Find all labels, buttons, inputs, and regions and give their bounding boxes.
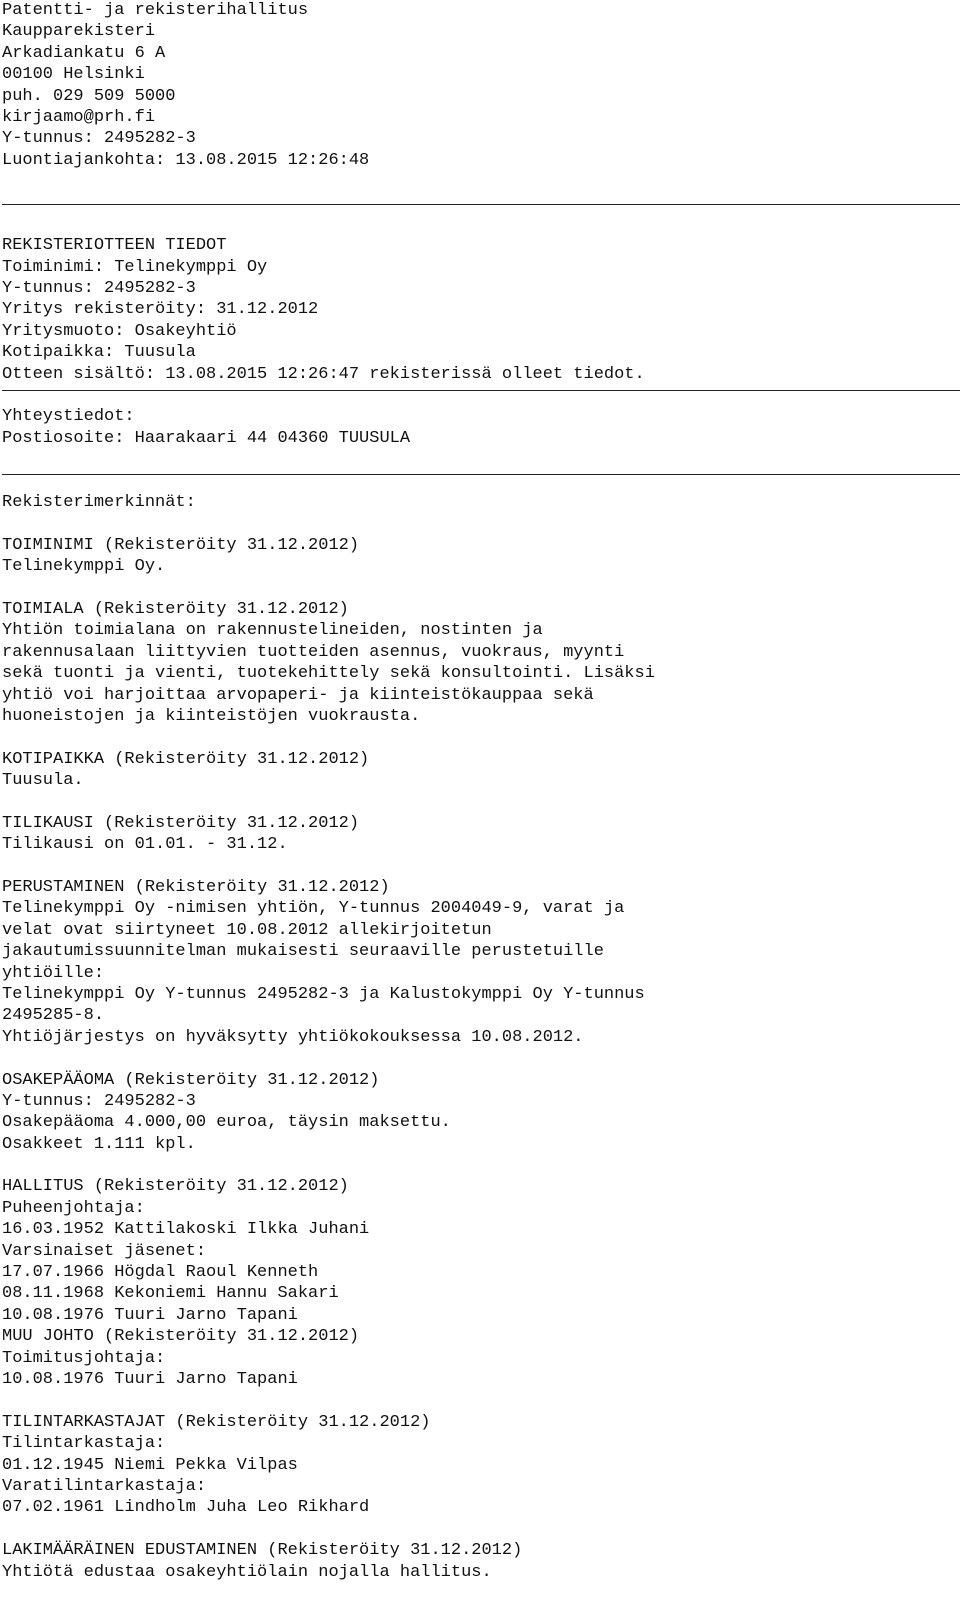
spacer (2, 385, 958, 406)
spacer (2, 791, 958, 812)
entry-title: PERUSTAMINEN (Rekisteröity 31.12.2012) (2, 878, 390, 898)
street-address: Arkadiankatu 6 A (2, 43, 166, 63)
entry-line: 07.02.1961 Lindholm Juha Leo Rikhard (2, 1498, 370, 1518)
entry-title: TOIMINIMI (Rekisteröity 31.12.2012) (2, 535, 360, 555)
section-heading: REKISTERIOTTEEN TIEDOT (2, 236, 227, 256)
entry-kotipaikka (2, 749, 958, 792)
spacer (2, 1519, 958, 1540)
summary-line: Yritys rekisteröity: 31.12.2012 (2, 300, 319, 320)
entry-title: TOIMIALA (Rekisteröity 31.12.2012) (2, 599, 349, 619)
entry-edustaminen (2, 1540, 958, 1583)
entry-tilintarkastajat (2, 1412, 958, 1519)
summary-line: Yritysmuoto: Osakeyhtiö (2, 321, 237, 341)
phone: puh. 029 509 5000 (2, 86, 176, 106)
contact-block (2, 406, 958, 449)
entry-line: jakautumissuunnitelman mukaisesti seuraaville perustetuille (2, 942, 604, 962)
spacer (2, 513, 958, 534)
entry-toimiala (2, 599, 958, 727)
register-entries (2, 492, 958, 1583)
entry-line: Puheenjohtaja: (2, 1198, 145, 1218)
header-block (2, 0, 958, 171)
summary-line: Toiminimi: Telinekymppi Oy (2, 257, 268, 277)
divider-line (2, 390, 960, 391)
entry-line: Tilikausi on 01.01. - 31.12. (2, 835, 288, 855)
entry-title: OSAKEPÄÄOMA (Rekisteröity 31.12.2012) (2, 1070, 380, 1090)
divider-line (2, 474, 960, 475)
entry-line: Varsinaiset jäsenet: (2, 1241, 207, 1261)
entry-title: KOTIPAIKKA (Rekisteröity 31.12.2012) (2, 749, 370, 769)
entry-line: 10.08.1976 Tuuri Jarno Tapani (2, 1305, 298, 1325)
entry-line: Telinekymppi Oy. (2, 557, 166, 577)
summary-line: Otteen sisältö: 13.08.2015 12:26:47 rekisterissä olleet tiedot. (2, 364, 645, 384)
entry-line: Tuusula. (2, 771, 84, 791)
entry-line: 17.07.1966 Högdal Raoul Kenneth (2, 1263, 319, 1283)
entry-line: Osakepääoma 4.000,00 euroa, täysin maksettu. (2, 1113, 451, 1133)
entry-line: rakennusalaan liittyvien tuotteiden asennus, vuokraus, myynti (2, 642, 625, 662)
entry-line: Tilintarkastaja: (2, 1434, 166, 1454)
entry-perustaminen (2, 877, 958, 1048)
summary-line: Kotipaikka: Tuusula (2, 343, 196, 363)
entry-line: sekä tuonti ja vienti, tuotekehittely sekä konsultointi. Lisäksi (2, 664, 655, 684)
entry-title: TILIKAUSI (Rekisteröity 31.12.2012) (2, 813, 360, 833)
entry-toiminimi (2, 535, 958, 578)
entry-line: Varatilintarkastaja: (2, 1476, 207, 1496)
entry-line: 16.03.1952 Kattilakoski Ilkka Juhani (2, 1220, 370, 1240)
entry-line: 08.11.1968 Kekoniemi Hannu Sakari (2, 1284, 339, 1304)
entry-title: HALLITUS (Rekisteröity 31.12.2012) (2, 1177, 349, 1197)
entry-line: huoneistojen ja kiinteistöjen vuokrausta. (2, 706, 421, 726)
spacer (2, 856, 958, 877)
spacer (2, 1048, 958, 1069)
entry-line: Telinekymppi Oy -nimisen yhtiön, Y-tunnus 2004049-9, varat ja (2, 899, 625, 919)
entry-title: TILINTARKASTAJAT (Rekisteröity 31.12.2012) (2, 1412, 431, 1432)
entry-osakepaaoma (2, 1070, 958, 1156)
summary-line: Y-tunnus: 2495282-3 (2, 279, 196, 299)
entry-line: Yhtiöjärjestys on hyväksytty yhtiökokouksessa 10.08.2012. (2, 1027, 584, 1047)
entry-line: Toimitusjohtaja: (2, 1348, 166, 1368)
entry-tilikausi (2, 813, 958, 856)
spacer (2, 1390, 958, 1411)
register-extract-document (2, 0, 958, 1583)
entry-line: Yhtiön toimialana on rakennustelineiden, nostinten ja (2, 621, 543, 641)
entry-line: Y-tunnus: 2495282-3 (2, 1091, 196, 1111)
register-name: Kaupparekisteri (2, 22, 156, 42)
email: kirjaamo@prh.fi (2, 107, 156, 127)
entry-line: 10.08.1976 Tuuri Jarno Tapani (2, 1370, 298, 1389)
entry-line: 01.12.1945 Niemi Pekka Vilpas (2, 1455, 298, 1475)
entry-hallitus (2, 1176, 958, 1326)
office-name: Patentti- ja rekisterihallitus (2, 1, 309, 20)
entry-line: Osakkeet 1.111 kpl. (2, 1134, 196, 1154)
spacer (2, 171, 958, 192)
entry-title: LAKIMÄÄRÄINEN EDUSTAMINEN (Rekisteröity 31.12.2012) (2, 1541, 523, 1561)
entry-muu-johto (2, 1326, 958, 1390)
summary-block (2, 235, 958, 385)
entry-title: MUU JOHTO (Rekisteröity 31.12.2012) (2, 1327, 360, 1347)
entry-line: yhtiö voi harjoittaa arvopaperi- ja kiinteistökauppaa sekä (2, 685, 594, 705)
entry-line: velat ovat siirtyneet 10.08.2012 allekirjoitetun (2, 920, 492, 940)
business-id: Y-tunnus: 2495282-3 (2, 129, 196, 149)
spacer (2, 1155, 958, 1176)
entry-line: yhtiöille: (2, 963, 105, 983)
section-heading: Rekisterimerkinnät: (2, 492, 196, 512)
spacer (2, 727, 958, 748)
spacer (2, 449, 958, 470)
entry-line: Telinekymppi Oy Y-tunnus 2495282-3 ja Kalustokymppi Oy Y-tunnus (2, 984, 645, 1004)
postal-address-line: Postiosoite: Haarakaari 44 04360 TUUSULA (2, 428, 411, 448)
entry-line: Yhtiötä edustaa osakeyhtiölain nojalla hallitus. (2, 1562, 492, 1582)
created-at: Luontiajankohta: 13.08.2015 12:26:48 (2, 150, 370, 170)
entry-line: 2495285-8. (2, 1006, 105, 1026)
postal-address: 00100 Helsinki (2, 65, 145, 85)
spacer (2, 214, 958, 235)
spacer (2, 578, 958, 599)
divider-line (2, 204, 960, 205)
section-heading: Yhteystiedot: (2, 407, 135, 427)
